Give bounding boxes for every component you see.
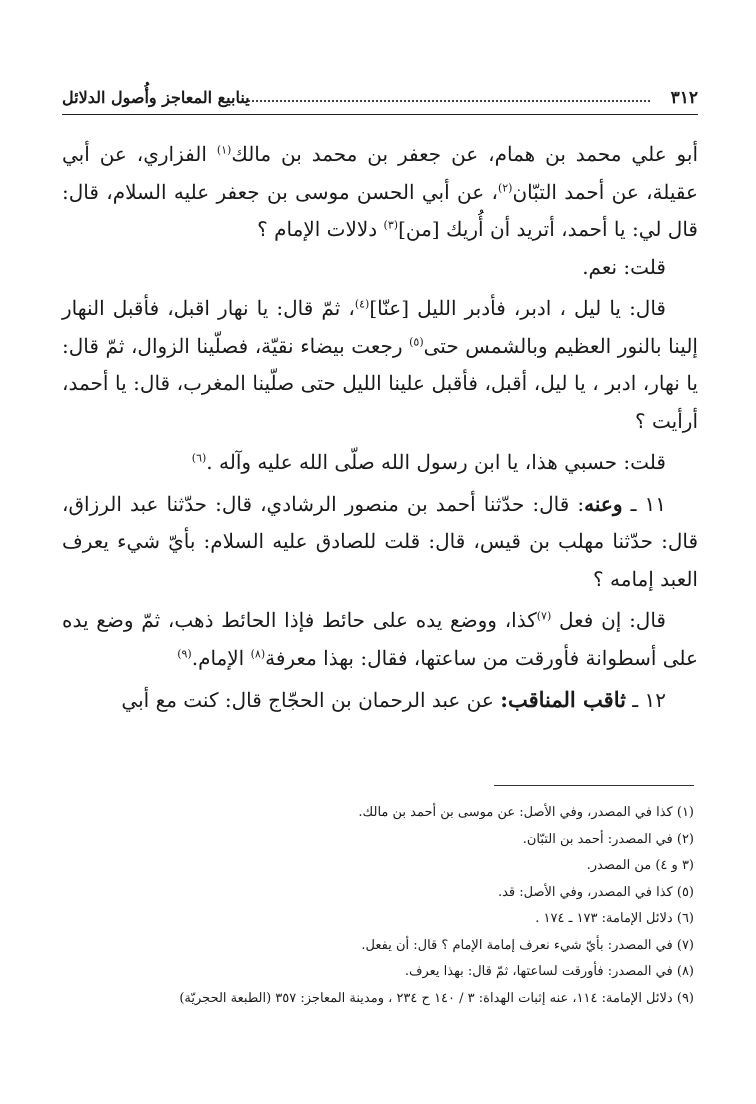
text-run: الفزاري، عن أبي عقيلة، عن أحمد التبّان (62, 142, 698, 204)
footnotes (62, 800, 698, 1012)
footnote-ref-1: (١) (216, 143, 232, 157)
footnote-9: (٩) دلائل الإمامة: ١١٤، عنه إثبات الهداة: ٣ / ١٤٠ ح ٢٣٤ ، ومدينة المعاجز: ٣٥٧ (الطبعة الحجريّة) (179, 990, 694, 1006)
footnote-ref-7: (٧) (536, 609, 552, 623)
footnote-2: (٢) في المصدر: أحمد بن التبّان. (522, 831, 694, 847)
footnote-ref-9: (٩) (177, 646, 192, 660)
text-run: الإمام. (191, 645, 251, 670)
footnote-1: (١) كذا في المصدر، وفي الأصل: عن موسى بن أحمد بن مالك. (358, 805, 694, 820)
footnote-ref-2: (٢) (497, 180, 513, 194)
paragraph-3 (62, 290, 698, 440)
text-run: قال: يا ليل ، ادبر، فأدبر الليل [عنّا] (369, 296, 666, 320)
source-title: ثاقب المناقب: (500, 687, 626, 712)
footnote-ref-3: (٣) (383, 218, 399, 232)
hadith-number: ١٢ ـ (625, 688, 666, 712)
paragraph-1 (62, 136, 698, 249)
text-run: : قال: حدّثنا أحمد بن منصور الرشادي، قال: حدّثنا عبد الرزاق، قال: حدّثنا مهلب بن قيس، قال: قلت للصادق عليه السلام: بأيّ شيء يعرف العبد إمامه ؟ (62, 491, 698, 591)
text-run: قلت: نعم. (582, 254, 666, 279)
page-number: ٣١٢ (670, 88, 698, 108)
paragraph-4 (62, 444, 698, 482)
footnote-7: (٧) في المصدر: بأيّ شيء نعرف إمامة الإمام ؟ قال: أن يفعل. (361, 937, 694, 953)
footnote-ref-5: (٥) (409, 334, 424, 348)
page-header (62, 88, 698, 115)
paragraph-2 (62, 249, 698, 287)
text-run: رجعت بيضاء نقيّة، فصلّينا الزوال، ثمّ قال: يا نهار، ادبر ، يا ليل، أقبل، فأقبل علينا الليل حتى صلّينا المغرب، قال: يا أحمد، أرأيت ؟ (62, 333, 699, 433)
footnote-ref-4: (٤) (354, 297, 370, 311)
running-title: ينابيع المعاجز وأُصول الدلائل (62, 88, 250, 107)
paragraph-5 (62, 486, 698, 599)
footnote-6: (٦) دلائل الإمامة: ١٧٣ ـ ١٧٤ . (535, 911, 694, 926)
text-run: أبو علي محمد بن همام، عن جعفر بن محمد بن مالك (231, 142, 698, 166)
paragraph-7 (62, 681, 698, 720)
text-run: عن عبد الرحمان بن الحجّاج قال: كنت مع أبي (121, 688, 501, 712)
header-leader-dots (248, 100, 650, 102)
footnote-5: (٥) كذا في المصدر، وفي الأصل: قد. (497, 884, 694, 900)
text-run: ، ثمّ قال: يا نهار اقبل، فأقبل النهار إلينا بالنور العظيم وبالشمس حتى (62, 296, 698, 358)
footnote-8: (٨) في المصدر: فأورقت لساعتها، ثمّ قال: بهذا يعرف. (404, 964, 694, 979)
main-text (62, 136, 698, 720)
text-run: قال: إن فعل (551, 608, 666, 632)
text-run: كذا، ووضع يده على حائط فإذا الحائط ذهب، ثمّ وضع يده على أسطوانة فأورقت من ساعتها، فقال: بهذا معرفة (62, 608, 698, 670)
paragraph-6 (62, 602, 698, 677)
text-run: قلت: حسبي هذا، يا ابن رسول الله صلّى الله عليه وآله . (206, 450, 666, 474)
text-run: دلالات الإمام ؟ (257, 217, 384, 241)
footnote-ref-8: (٨) (250, 646, 266, 660)
hadith-number: ١١ ـ (622, 491, 666, 516)
hadith-lead: وعنه (584, 491, 623, 516)
text-run: ، عن أبي الحسن موسى بن جعفر عليه السلام، قال: قال لي: يا أحمد، أتريد أن أُريك [من] (62, 179, 698, 241)
footnote-separator (494, 785, 694, 786)
footnote-3-4: (٣ و ٤) من المصدر. (586, 858, 694, 873)
footnote-ref-6: (٦) (191, 451, 207, 465)
